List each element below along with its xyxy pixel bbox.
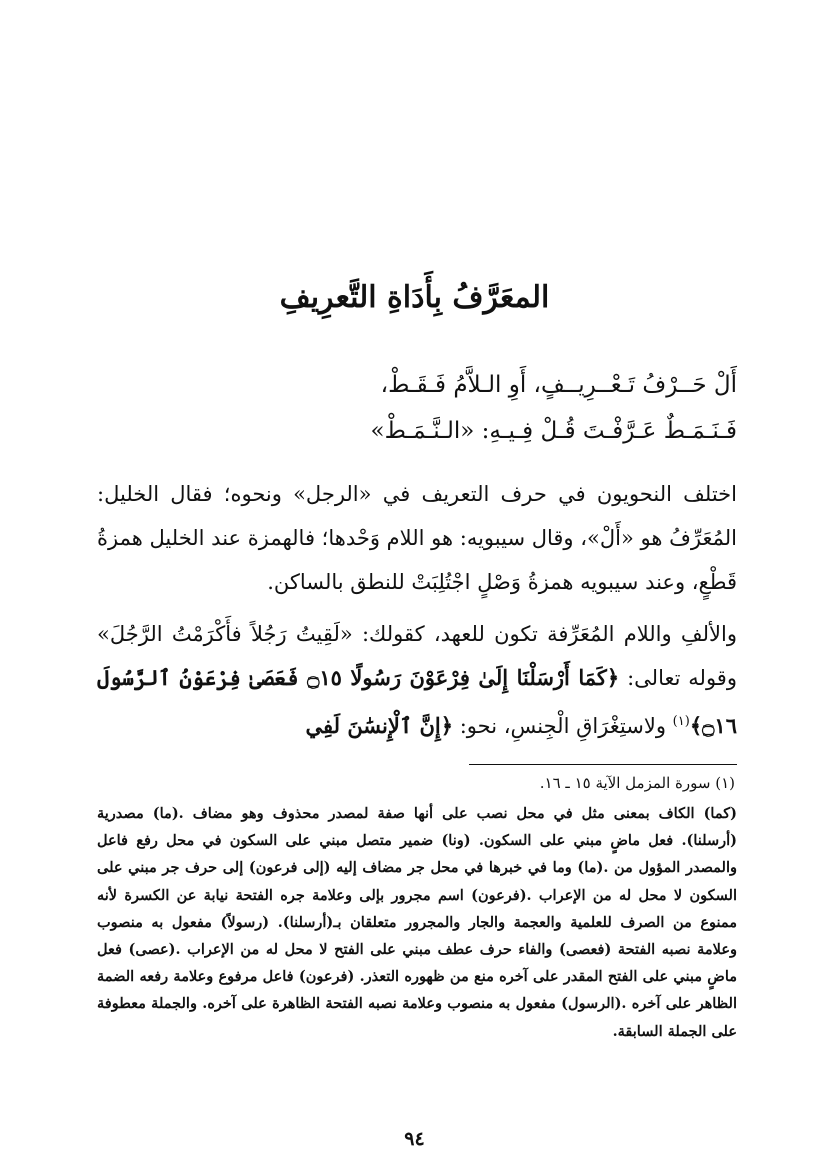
paragraph-1: اختلف النحويون في حرف التعريف في «الرجل» ونحوه؛ فقال الخليل: المُعَرِّفُ هو «أَلْ»، وقال سيبويه: هو اللام وَحْدها؛ فالهمزة عند الخليل همزةُ قَطْعٍ، وعند سيبويه همزةُ وَصْلٍ اجْتُلِبَتْ للنطق بالساكن. (97, 482, 737, 594)
verse-line-2: فَـنَـمَـطٌ عَـرَّفْـتَ قُـلْ فِـيـهِ: «الـنَّـمَـطْ» (370, 418, 737, 444)
paragraph-2-middle: ولاستِغْرَاقِ الْجِنسِ، نحو: (459, 714, 666, 738)
quran-quote-2: ﴿إِنَّ ٱلْإِنسَٰنَ لَفِي (305, 713, 454, 738)
footnote-marker: (١) (672, 714, 690, 729)
paragraph-2-intro: والألفِ واللام المُعَرِّفة تكون للعهد، كقولك: «لَقِيتُ رَجُلاً فأَكْرَمْتُ الرَّجُلَ» وقوله تعالى: (97, 622, 737, 690)
paragraph-2 (97, 612, 737, 748)
verse-line-1: أَلْ حَــرْفُ تَـعْــرِيــفٍ، أَوِ الـلاَّمُ فَـقَـطْ، (380, 372, 737, 398)
page-number: ٩٤ (404, 1128, 425, 1150)
quran-quote-1: ﴿كَمَا أَرْسَلْنَا إِلَىٰ فِرْعَوْنَ رَسُولًا ۝١٥ فَعَصَىٰ فِرْعَوْنُ ٱلرَّسُولَ ۝١٦﴾ (97, 665, 737, 738)
footnote-reference: (١) سورة المزمل الآية ١٥ ـ ١٦. (539, 774, 735, 792)
page-title: المعَرَّفُ بِأَدَاةِ التَّعرِيفِ (279, 280, 550, 315)
footnote-divider (469, 764, 737, 765)
footnote-body: (كما) الكاف بمعنى مثل في محل نصب على أنها صفة لمصدر محذوف وهو مضاف .(ما) مصدرية (أرسلنا). فعل ماضٍ مبني على السكون. (ونا) ضمير متصل مبني على السكون في محل رفع فاعل والمصدر المؤول من .(ما) وما في خبرها في محل جر مضاف إليه (إلى فرعون) إلى حرف جر مبني على السكون لا محل له من الإعراب .(فرعون) اسم مجرور بإلى وعلامة جره الفتحة نيابة عن الكسرة لأنه ممنوع من الصرف للعلمية والعجمة والجار والمجرور متعلقان بـ(أرسلنا). (رسولاً) مفعول به منصوب وعلامة نصبه الفتحة (فعصى) والفاء حرف عطف مبني على الفتح لا محل له من الإعراب .(عصى) فعل ماضٍ مبني على الفتح المقدر على آخره منع من ظهوره التعذر. (فرعون) فاعل مرفوع وعلامة رفعه الضمة الظاهر على آخره .(الرسول) مفعول به منصوب وعلامة نصبه الفتحة الظاهرة على آخره. والجملة معطوفة على الجملة السابقة. (97, 805, 737, 1040)
